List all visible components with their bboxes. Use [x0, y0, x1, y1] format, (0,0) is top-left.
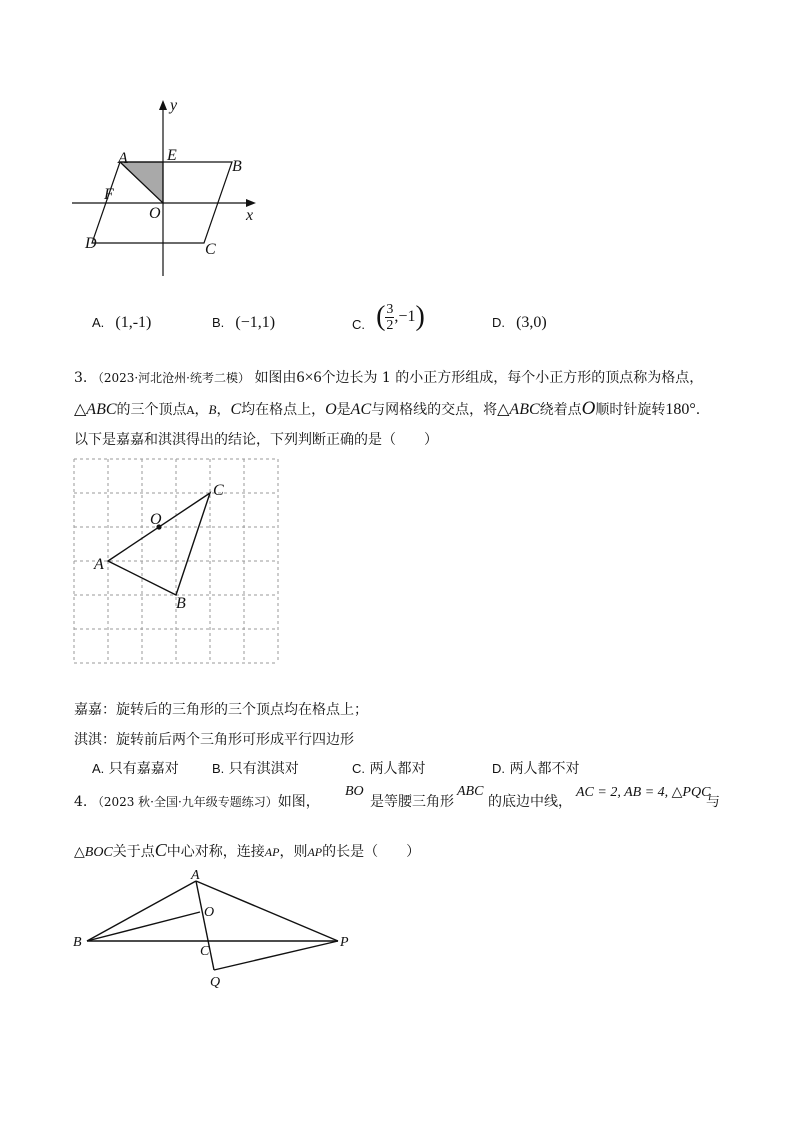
segment-BO	[87, 912, 200, 941]
label-D: D	[85, 235, 97, 252]
q2-option-a-value: (1,-1)	[115, 314, 152, 331]
q4-source: （2023 秋·全国·九年级专题练习）	[91, 795, 278, 809]
q4-label-O: O	[204, 905, 215, 920]
q3-label-O: O	[150, 511, 162, 528]
label-C: C	[205, 241, 216, 258]
q4-line1-end: 与	[706, 794, 720, 810]
q3-label-C: C	[213, 482, 224, 499]
label-A: A	[118, 150, 128, 167]
q4-condition: AC = 2, AB = 4, △PQC	[576, 785, 711, 800]
q3-line3: 以下是嘉嘉和淇淇得出的结论，下列判断正确的是（ ）	[74, 432, 438, 448]
q3-number: 3.	[74, 370, 88, 386]
q4-label-Q: Q	[210, 975, 221, 990]
q4-label-A: A	[191, 868, 200, 883]
q4-BO: BO	[345, 784, 364, 799]
q4-label-C: C	[200, 944, 210, 959]
q3-statement-jiajia: 嘉嘉：旋转后的三角形的三个顶点均在格点上；	[74, 702, 368, 718]
q2-option-b-value: (−1,1)	[235, 314, 276, 331]
q3-label-B: B	[176, 595, 186, 612]
q3-option-b[interactable]: B. 只有淇淇对	[212, 761, 299, 777]
label-O: O	[149, 205, 161, 222]
segment-QP	[214, 941, 338, 970]
label-y: y	[170, 97, 178, 114]
q2-option-a[interactable]: A. (1,-1)	[92, 314, 152, 331]
q4-line1: 4. （2023 秋·全国·九年级专题练习）如图，	[74, 794, 320, 810]
q3-option-a[interactable]: A. 只有嘉嘉对	[92, 761, 179, 777]
q2-option-c[interactable]: $_{C.}$ ( $\frac{3}{2}$ ,−1)	[352, 301, 425, 333]
q3-label-A: A	[94, 556, 104, 573]
q2-option-b[interactable]: B. (−1,1)	[212, 314, 276, 331]
q4-line1-mid: 是等腰三角形	[370, 794, 454, 810]
q4-label-P: P	[340, 935, 349, 950]
segment-AP	[196, 881, 338, 941]
label-B: B	[232, 158, 242, 175]
label-F: F	[104, 186, 114, 203]
q3-statement-qiqi: 淇淇：旋转前后两个三角形可形成平行四边形	[74, 732, 354, 748]
segment-BA	[87, 881, 196, 941]
label-x: x	[246, 207, 254, 224]
q3-option-c[interactable]: C. 两人都对	[352, 761, 426, 777]
q3-line1: 3. （2023·河北沧州·统考二模） 如图由6×6个边长为 1 的小正方形组成，每个小正方形的顶点称为格点，	[74, 369, 704, 386]
q4-line2: △BOC关于点C中心对称，连接AP，则AP的长是（ ）	[74, 840, 421, 860]
q4-number: 4.	[74, 794, 88, 810]
q3-option-d[interactable]: D. 两人都不对	[492, 761, 580, 777]
q3-line2: △ABC的三个顶点A，B，C均在格点上，O是AC与网格线的交点，将△ABC绕着点O顺时针旋转180°.	[74, 398, 701, 419]
q4-line1-mid2: 的底边中线，	[488, 794, 572, 810]
q3-source: （2023·河北沧州·统考二模）	[91, 371, 250, 385]
label-E: E	[167, 147, 177, 164]
q2-option-d-value: (3,0)	[516, 314, 547, 331]
q3-grid-size: 6×6	[296, 369, 322, 386]
q4-ABC: ABC	[457, 784, 484, 799]
q2-option-d[interactable]: D. (3,0)	[492, 314, 547, 331]
q4-label-B: B	[73, 935, 82, 950]
q2-option-c-value: ( $\frac{3}{2}$ ,−1)	[376, 301, 425, 333]
